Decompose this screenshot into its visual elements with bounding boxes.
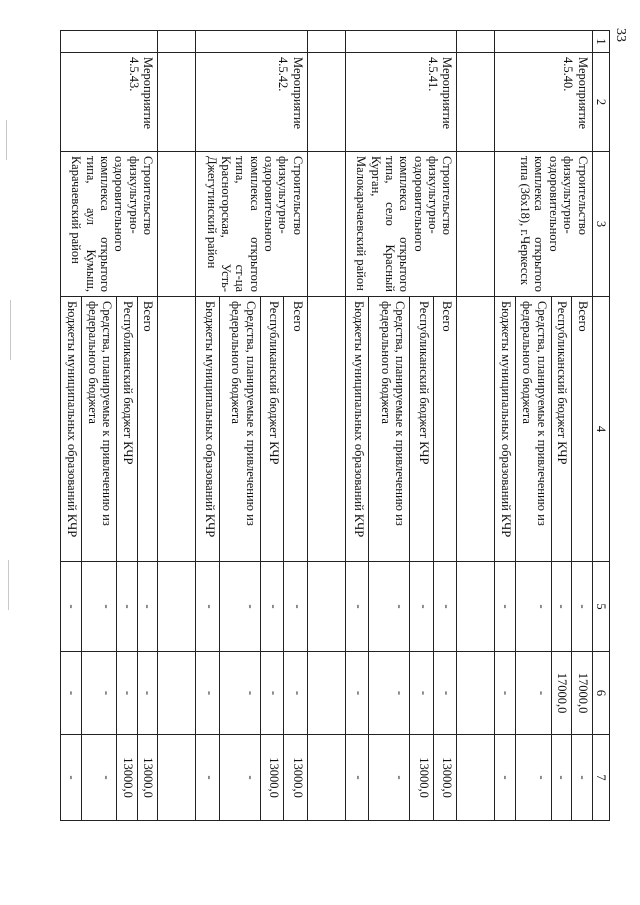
amount-cell: 13000,0 [260, 735, 284, 821]
col-header: 3 [592, 152, 609, 297]
amount-cell: - [515, 562, 551, 652]
empty-cell [307, 53, 345, 152]
empty-cell [158, 152, 196, 297]
amount-cell: - [572, 562, 592, 652]
amount-cell: 13000,0 [117, 735, 137, 821]
rotated-table-container [60, 30, 610, 820]
amount-cell: 13000,0 [433, 735, 457, 821]
amount-cell: - [515, 735, 551, 821]
funding-source-cell: Средства, планируемые к привлечению из федерального бюджета [219, 297, 260, 562]
project-name-cell: Строительство физкультурно-оздоровительного комплекса открытого типа, село Красный Курган, Малокарачаевский район [345, 152, 457, 297]
amount-cell: - [196, 562, 220, 652]
page-number: 33 [613, 28, 628, 42]
amount-cell: 13000,0 [137, 735, 157, 821]
project-name-cell: Строительство физкультурно-оздоровительного комплекса открытого типа, ст-ца Красногорская, Усть-Джегутинский район [196, 152, 308, 297]
amount-cell: - [260, 652, 284, 735]
amount-cell: - [433, 562, 457, 652]
funding-source-cell: Бюджеты муниципальных образований КЧР [345, 297, 369, 562]
funding-source-cell: Всего [572, 297, 592, 562]
funding-source-cell: Республиканский бюджет КЧР [260, 297, 284, 562]
amount-cell: - [117, 652, 137, 735]
amount-cell: 17000,0 [572, 652, 592, 735]
empty-cell [457, 735, 495, 821]
empty-cell [307, 562, 345, 652]
amount-cell: - [219, 735, 260, 821]
project-name-cell: Строительство физкультурно-оздоровительного комплекса открытого типа, аул Кумыш, Карачаевский район [61, 152, 158, 297]
index-cell [61, 31, 158, 53]
amount-cell: - [81, 735, 117, 821]
amount-cell: 17000,0 [551, 652, 571, 735]
empty-cell [307, 297, 345, 562]
budget-table [60, 30, 610, 821]
amount-cell: - [515, 652, 551, 735]
funding-source-cell: Всего [137, 297, 157, 562]
funding-source-cell: Бюджеты муниципальных образований КЧР [196, 297, 220, 562]
event-cell: Мероприятие 4.5.43. [61, 53, 158, 152]
col-header: 1 [592, 31, 609, 53]
amount-cell: 13000,0 [410, 735, 434, 821]
amount-cell: - [81, 562, 117, 652]
scan-mark [10, 300, 11, 360]
spacer-row [457, 31, 495, 821]
col-header: 7 [592, 735, 609, 821]
amount-cell: - [137, 652, 157, 735]
table-row [137, 31, 157, 821]
empty-cell [307, 152, 345, 297]
amount-cell: - [369, 652, 410, 735]
empty-cell [307, 31, 345, 53]
amount-cell: - [196, 735, 220, 821]
funding-source-cell: Бюджеты муниципальных образований КЧР [61, 297, 82, 562]
amount-cell: - [345, 562, 369, 652]
amount-cell: - [551, 562, 571, 652]
table-row [284, 31, 308, 821]
funding-source-cell: Всего [284, 297, 308, 562]
amount-cell: - [284, 652, 308, 735]
empty-cell [158, 562, 196, 652]
empty-cell [307, 652, 345, 735]
empty-cell [457, 152, 495, 297]
index-cell [196, 31, 308, 53]
spacer-row [307, 31, 345, 821]
funding-source-cell: Республиканский бюджет КЧР [117, 297, 137, 562]
table-row [433, 31, 457, 821]
amount-cell: - [345, 735, 369, 821]
empty-cell [158, 53, 196, 152]
amount-cell: - [219, 652, 260, 735]
col-header: 6 [592, 652, 609, 735]
empty-cell [457, 652, 495, 735]
empty-cell [457, 562, 495, 652]
amount-cell: - [284, 562, 308, 652]
amount-cell: - [369, 735, 410, 821]
amount-cell: - [495, 735, 515, 821]
col-header: 5 [592, 562, 609, 652]
amount-cell: - [433, 652, 457, 735]
event-cell: Мероприятие 4.5.42. [196, 53, 308, 152]
amount-cell: - [196, 652, 220, 735]
amount-cell: - [345, 652, 369, 735]
amount-cell: - [369, 562, 410, 652]
amount-cell: - [410, 562, 434, 652]
header-row [592, 31, 609, 821]
funding-source-cell: Республиканский бюджет КЧР [551, 297, 571, 562]
event-cell: Мероприятие 4.5.40. [495, 53, 592, 152]
scan-mark [6, 120, 7, 160]
amount-cell: - [219, 562, 260, 652]
index-cell [495, 31, 592, 53]
empty-cell [457, 297, 495, 562]
amount-cell: - [260, 562, 284, 652]
empty-cell [457, 31, 495, 53]
empty-cell [457, 53, 495, 152]
empty-cell [158, 297, 196, 562]
funding-source-cell: Средства, планируемые к привлечению из федерального бюджета [515, 297, 551, 562]
project-name-cell: Строительство физкультурно-оздоровительного комплекса открытого типа (36х18), г.Черкесск [495, 152, 592, 297]
amount-cell: - [551, 735, 571, 821]
empty-cell [158, 652, 196, 735]
funding-source-cell: Всего [433, 297, 457, 562]
amount-cell: - [410, 652, 434, 735]
amount-cell: - [117, 562, 137, 652]
amount-cell: - [61, 562, 82, 652]
empty-cell [158, 735, 196, 821]
amount-cell: - [572, 735, 592, 821]
spacer-row [158, 31, 196, 821]
amount-cell: - [61, 652, 82, 735]
event-cell: Мероприятие 4.5.41. [345, 53, 457, 152]
empty-cell [307, 735, 345, 821]
amount-cell: - [61, 735, 82, 821]
funding-source-cell: Республиканский бюджет КЧР [410, 297, 434, 562]
amount-cell: 13000,0 [284, 735, 308, 821]
amount-cell: - [495, 562, 515, 652]
funding-source-cell: Бюджеты муниципальных образований КЧР [495, 297, 515, 562]
table-body [61, 31, 593, 821]
amount-cell: - [495, 652, 515, 735]
col-header: 2 [592, 53, 609, 152]
table-row [572, 31, 592, 821]
funding-source-cell: Средства, планируемые к привлечению из федерального бюджета [369, 297, 410, 562]
index-cell [345, 31, 457, 53]
amount-cell: - [137, 562, 157, 652]
col-header: 4 [592, 297, 609, 562]
amount-cell: - [81, 652, 117, 735]
funding-source-cell: Средства, планируемые к привлечению из федерального бюджета [81, 297, 117, 562]
scan-mark [8, 560, 9, 610]
empty-cell [158, 31, 196, 53]
